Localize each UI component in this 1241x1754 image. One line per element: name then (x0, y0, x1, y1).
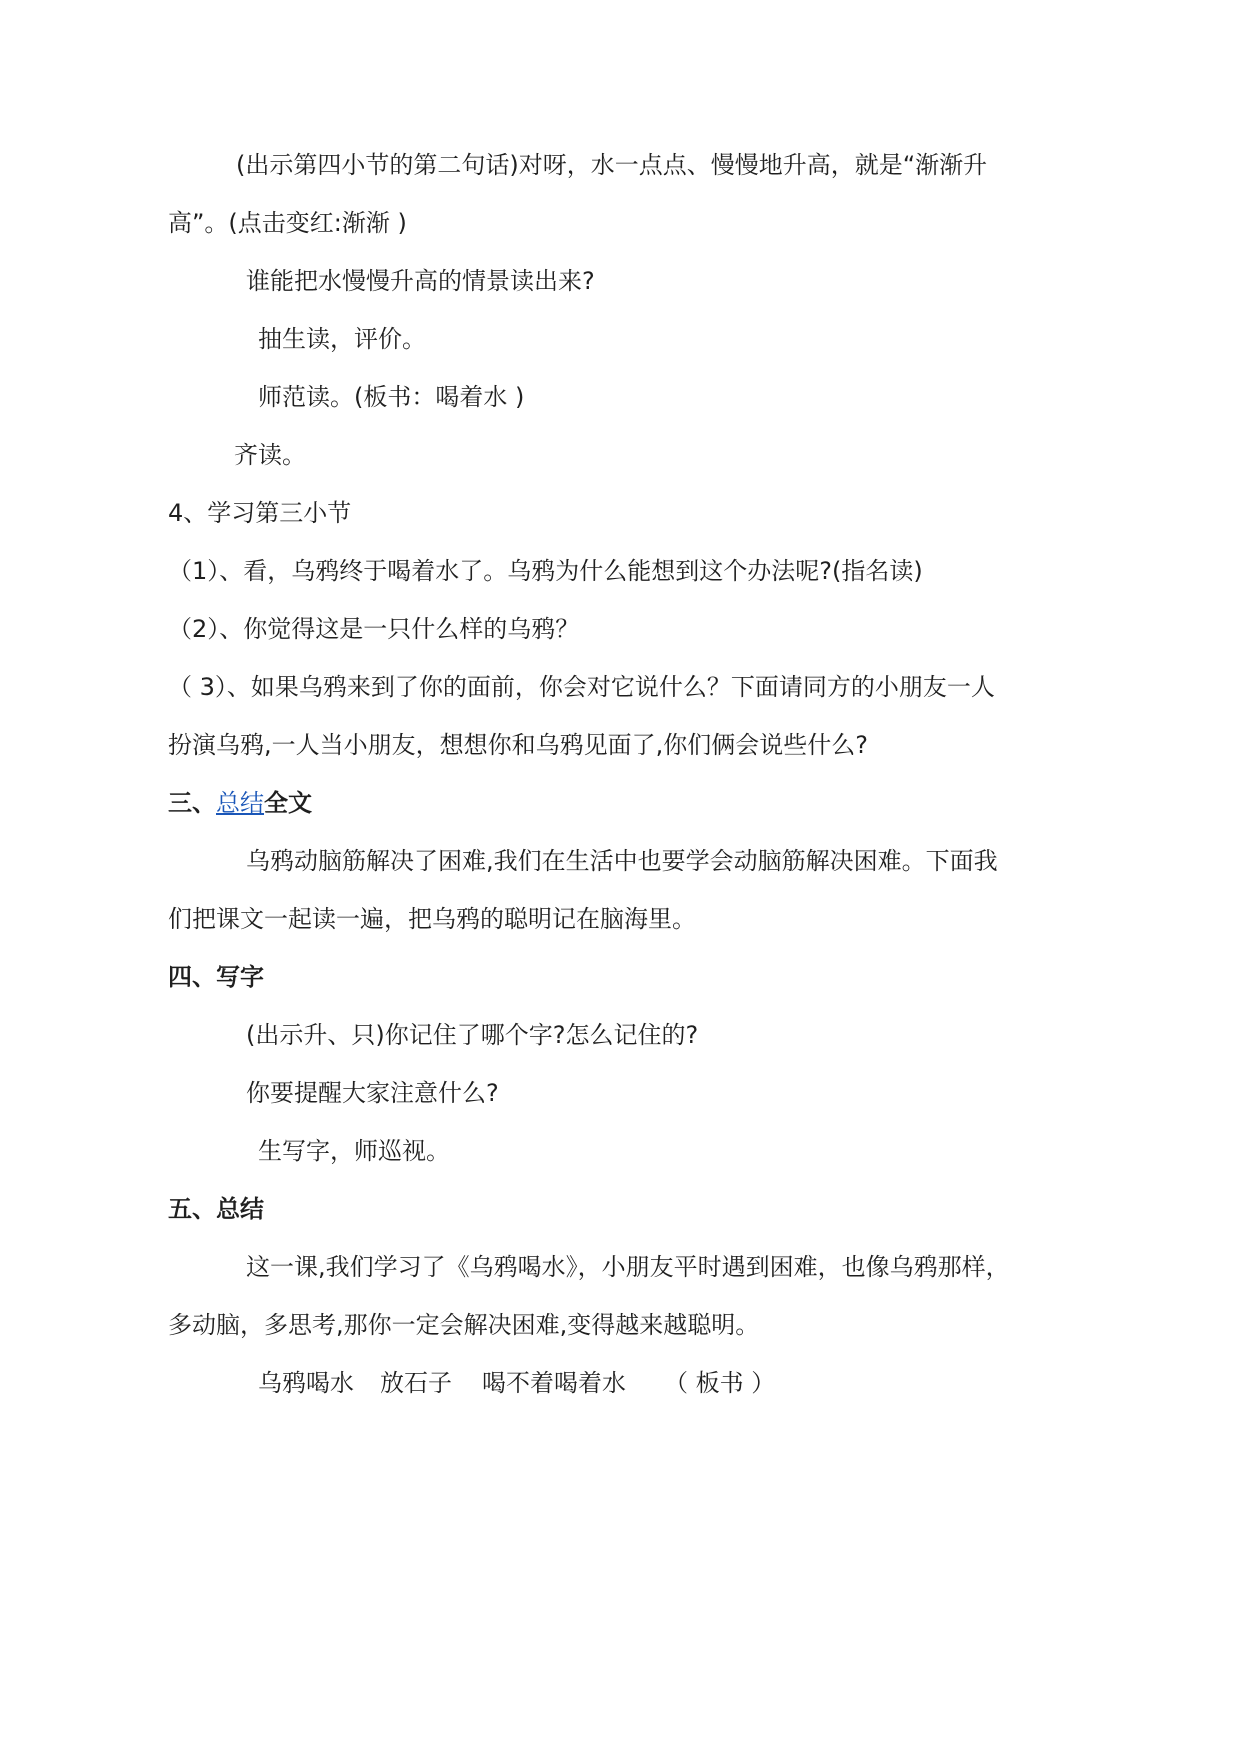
paragraph-line: 生写字，师巡视。 (258, 1137, 450, 1165)
paragraph-line: 多动脑，多思考,那你一定会解决困难,变得越来越聪明。 (168, 1311, 760, 1339)
question-item: （2）、你觉得这是一只什么样的乌鸦？ (168, 615, 580, 643)
paragraph-line: 你要提醒大家注意什么? (246, 1079, 499, 1107)
question-item: （1）、看，乌鸦终于喝着水了。乌鸦为什么能想到这个办法呢?(指名读) (168, 557, 923, 585)
paragraph-line: 谁能把水慢慢升高的情景读出来? (246, 267, 595, 295)
board-item: 乌鸦喝水 (258, 1369, 354, 1397)
section-heading-3 (168, 788, 312, 818)
board-item: 放石子 (380, 1369, 452, 1397)
section-heading-5: 五、总结 (168, 1195, 264, 1223)
paragraph-line: 乌鸦动脑筋解决了困难,我们在生活中也要学会动脑筋解决困难。下面我 (246, 847, 998, 875)
paragraph-line: 抽生读，评价。 (258, 325, 426, 353)
paragraph-line: (出示第四小节的第二句话)对呀，水一点点、慢慢地升高，就是“渐渐升 (236, 151, 988, 179)
question-item-continued: 扮演乌鸦,一人当小朋友，想想你和乌鸦见面了,你们俩会说些什么? (168, 731, 868, 759)
question-item: （ 3）、如果乌鸦来到了你的面前，你会对它说什么？下面请同方的小朋友一人 (168, 673, 995, 701)
paragraph-line: 高”。(点击变红:渐渐 ) (168, 209, 407, 237)
summary-link[interactable]: 总结 (216, 789, 264, 817)
paragraph-line: (出示升、只)你记住了哪个字?怎么记住的? (246, 1021, 699, 1049)
paragraph-line: 这一课,我们学习了《乌鸦喝水》，小朋友平时遇到困难，也像乌鸦那样， (246, 1253, 1010, 1281)
paragraph-line: 齐读。 (234, 441, 306, 469)
heading-suffix: 全文 (264, 789, 312, 817)
section-title: 4、学习第三小节 (168, 499, 352, 527)
section-heading-4: 四、写字 (168, 963, 264, 991)
paragraph-line: 师范读。(板书：喝着水 ) (258, 383, 525, 411)
board-item: （ 板书 ） (664, 1369, 776, 1397)
board-item: 喝不着喝着水 (482, 1369, 626, 1397)
paragraph-line: 们把课文一起读一遍，把乌鸦的聪明记在脑海里。 (168, 905, 696, 933)
heading-prefix: 三、 (168, 789, 216, 817)
